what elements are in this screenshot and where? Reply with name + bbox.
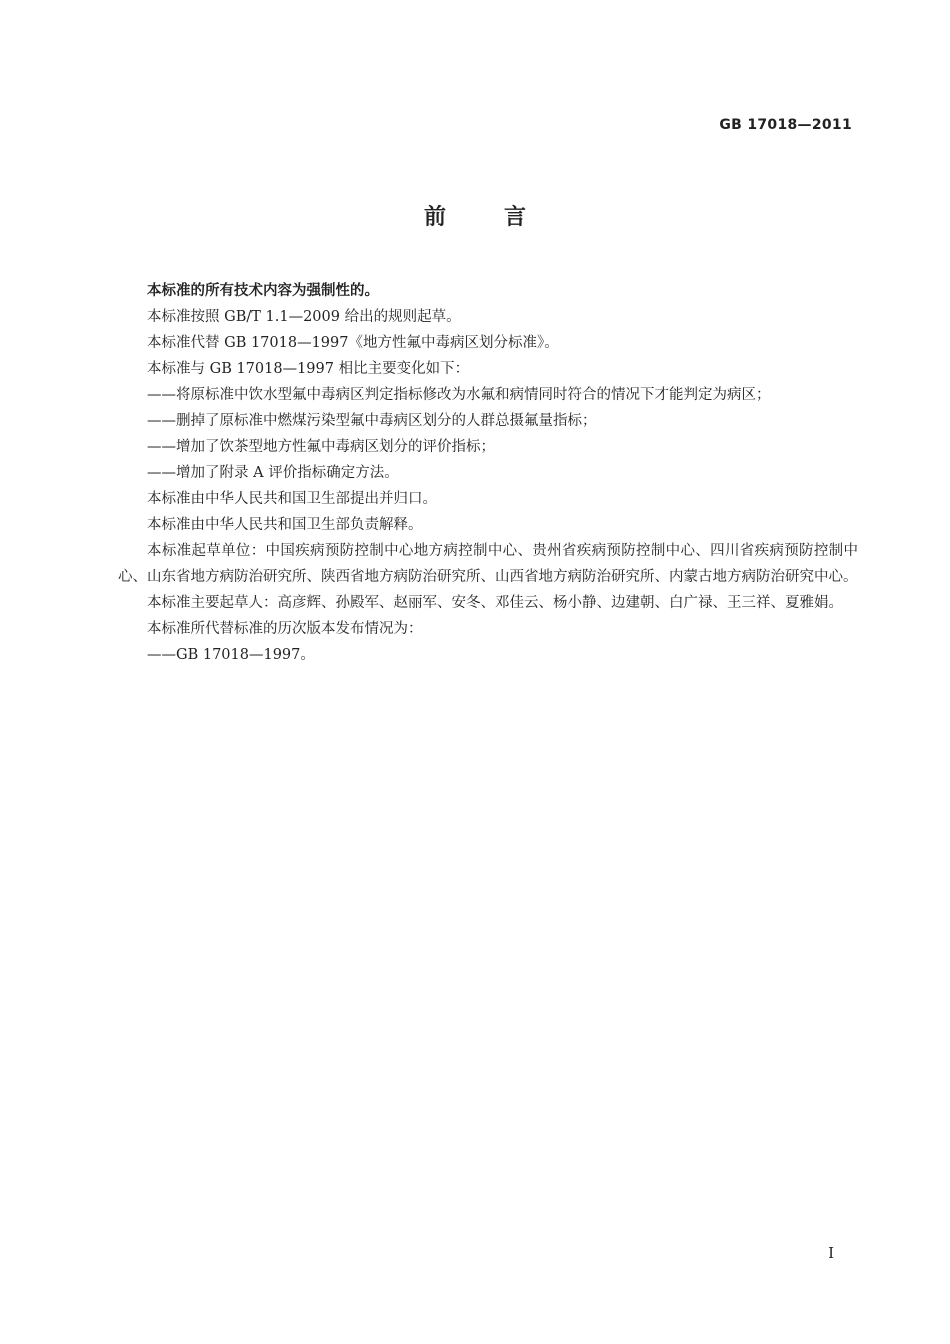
proposer-paragraph: 本标准由中华人民共和国卫生部提出并归口。 (147, 491, 437, 507)
change-item: ——删掉了原标准中燃煤污染型氟中毒病区划分的人群总摄氟量指标； (147, 413, 597, 429)
drafting-units-paragraph: 本标准起草单位：中国疾病预防控制中心地方病控制中心、贵州省疾病预防控制中心、四川省疾病预防控制中心、山东省地方病防治研究所、陕西省地方病防治研究所、山西省地方病防治研究所、内蒙古地方病防治研究中心。 (118, 543, 858, 585)
mandatory-statement: 本标准的所有技术内容为强制性的。 (147, 283, 379, 299)
drafters-paragraph: 本标准主要起草人：高彦辉、孙殿军、赵丽军、安冬、邓佳云、杨小静、边建朝、白广禄、王三祥、夏雅娟。 (147, 595, 843, 611)
history-item: ——GB 17018—1997。 (147, 647, 315, 663)
drafting-rules-paragraph: 本标准按照 GB/T 1.1—2009 给出的规则起草。 (147, 309, 461, 325)
changes-intro-paragraph: 本标准与 GB 17018—1997 相比主要变化如下： (147, 361, 470, 377)
history-intro-paragraph: 本标准所代替标准的历次版本发布情况为： (147, 621, 423, 637)
replacement-paragraph: 本标准代替 GB 17018—1997《地方性氟中毒病区划分标准》。 (147, 335, 559, 351)
page-number: I (828, 1244, 834, 1262)
standard-code: GB 17018—2011 (719, 117, 852, 133)
change-item: ——将原标准中饮水型氟中毒病区判定指标修改为水氟和病情同时符合的情况下才能判定为病区； (147, 387, 771, 403)
change-item: ——增加了饮茶型地方性氟中毒病区划分的评价指标； (147, 439, 495, 455)
change-item: ——增加了附录 A 评价指标确定方法。 (147, 465, 399, 481)
foreword-body (118, 278, 858, 668)
page-title: 前言 (423, 205, 584, 230)
interpretation-paragraph: 本标准由中华人民共和国卫生部负责解释。 (147, 517, 423, 533)
